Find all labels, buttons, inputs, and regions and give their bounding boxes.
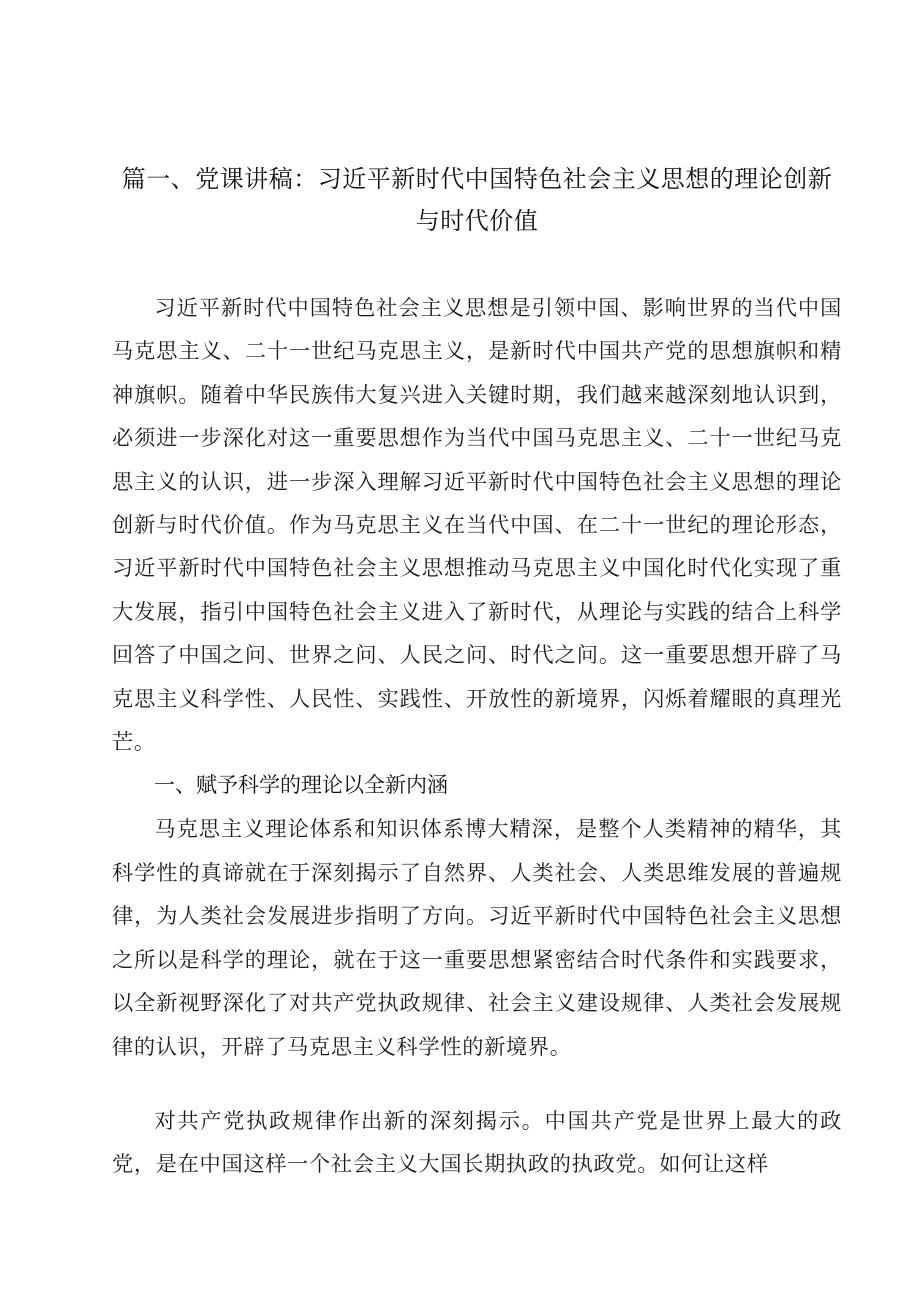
section-paragraph: 马克思主义理论体系和知识体系博大精深，是整个人类精神的精华，其科学性的真谛就在于深刻揭示了自然界、人类社会、人类思维发展的普遍规律，为人类社会发展进步指明了方向。习近平新时代中国特色社会主义思想之所以是科学的理论，就在于这一重要思想紧密结合时代条件和实践要求，以全新视野深化了对共产党执政规律、社会主义建设规律、人类社会发展规律的认识，开辟了马克思主义科学性的新境界。 — [112, 816, 842, 1059]
document-title — [112, 158, 842, 242]
section-heading: 一、赋予科学的理论以全新内涵 — [154, 773, 448, 798]
intro-paragraph: 习近平新时代中国特色社会主义思想是引领中国、影响世界的当代中国马克思主义、二十一世纪马克思主义，是新时代中国共产党的思想旗帜和精神旗帜。随着中华民族伟大复兴进入关键时期，我们越来越深刻地认识到，必须进一步深化对这一重要思想作为当代中国马克思主义、二十一世纪马克思主义的认识，进一步深入理解习近平新时代中国特色社会主义思想的理论创新与时代价值。作为马克思主义在当代中国、在二十一世纪的理论形态，习近平新时代中国特色社会主义思想推动马克思主义中国化时代化实现了重大发展，指引中国特色社会主义进入了新时代，从理论与实践的结合上科学回答了中国之问、世界之问、人民之问、时代之问。这一重要思想开辟了马克思主义科学性、人民性、实践性、开放性的新境界，闪烁着耀眼的真理光芒。 — [112, 295, 842, 755]
document-body — [112, 286, 842, 1186]
section-paragraph-2: 对共产党执政规律作出新的深刻揭示。中国共产党是世界上最大的政党，是在中国这样一个社会主义大国长期执政的执政党。如何让这样 — [112, 1107, 842, 1177]
title-line-1: 篇一、党课讲稿：习近平新时代中国特色社会主义思想的理论创新 — [121, 165, 833, 193]
paragraph-spacer — [112, 1068, 842, 1099]
title-line-2: 与时代价值 — [415, 207, 539, 235]
